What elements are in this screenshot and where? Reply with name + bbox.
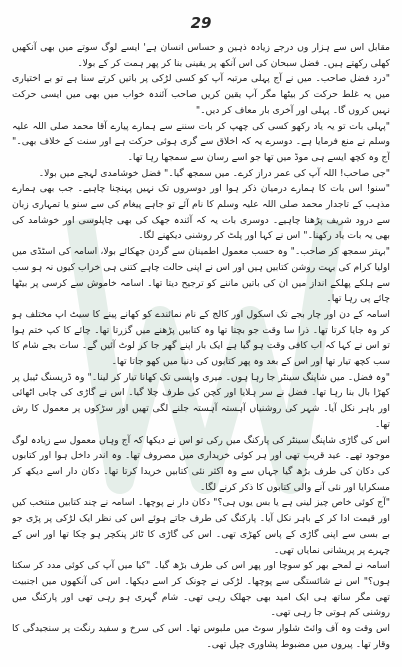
paragraph: اس وقت وہ آف وائٹ شلوار سوٹ میں ملبوس تھا۔ اس کی سرخ و سفید رنگت پر سنجیدگی کا وقار تھا۔ پیروں میں مضبوط پشاوری چپل تھی۔ bbox=[12, 623, 390, 650]
paragraph: اس کی گاڑی شاپنگ سینٹر کی پارکنگ میں رکی تو اس نے دیکھا کہ آج وہاں معمول سے زیادہ لوگ موجود تھے۔ عید قریب تھی اور ہر کوئی خریداری میں مصروف تھا۔ وہ اندر داخل ہوا اور کتابوں کی دکان کی طرف بڑھ گیا جہاں سے وہ اکثر نئی کتابیں خریدا کرتا تھا۔ دکان دار اسے دیکھ کر مسکرایا اور نئی آنے والی کتابوں کا ذکر کرنے لگا۔ bbox=[12, 434, 390, 493]
page-number: 29 bbox=[190, 14, 212, 32]
paragraph: اسامہ نے لمحے بھر کو سوچا اور پھر اس کی طرف بڑھ گیا۔ "کیا میں آپ کی کوئی مدد کر سکتا ہوں؟" اس نے شائستگی سے پوچھا۔ لڑکی نے چونک کر اسے دیکھا۔ اس کی آنکھوں میں اجنبیت تھی مگر ساتھ ہی ایک امید بھی جھلک رہی تھی۔ شام گہری ہو رہی تھی اور پارکنگ میں روشنی کم ہوتی جا رہی تھی۔ bbox=[12, 560, 390, 619]
paragraph: مقابل اس سے ہزار وں درجے زیادہ ذہین و حساس انسان ہے' ایسے لوگ سوتے میں بھی آنکھیں کھلی رکھتے ہیں۔ فضل سبحان کی اس آنکھ پر یقینی بنا کر پھر ہمت کر کے بولا۔ bbox=[12, 42, 390, 69]
paragraph: "بہتر سمجھ کر صاحب۔" وہ حسب معمول اطمینان سے گردن جھکائے بولا، اسامہ کی اسٹڈی میں اولیا کرام کی بہت روشن کتابیں ہیں اور اس نے اپنی حالت چاہے کتنی ہی خراب کیوں نہ ہو سب سے ہلکے پھلکے انداز میں ان کی باتیں ماننے کو ترجیح دیتا تھا۔ اسامہ خاموش سے کرسی پر بیٹھا چائے پی رہا تھا۔ bbox=[12, 246, 390, 305]
page-text bbox=[12, 40, 390, 660]
paragraph: اسامہ کے دن اور چار بجے تک اسکول اور کالج کے نام نمائندے کو کھانے پینے کا سیٹ اپ مختلف ہو کر وہ جایا کرتا تھا۔ ذرا سا وقت جو بچتا تھا وہ کتابیں پڑھنے میں گزرتا تھا۔ چائے کا کپ ختم ہوا تو اس نے کہا کہ اب کافی وقت ہو گیا ہے ایک بار اپنے گھر جا کر لوٹ آئیں گے۔ سات بجے شام کا سب کچھ تیار تھا اور اس کے بعد وہ پھر کتابوں کی دنیا میں کھو جاتا تھا۔ bbox=[12, 308, 390, 368]
paragraph: "پہلی بات تو یہ یاد رکھو کسی کی چھپ کر بات سننے سے ہمارے پیارے آقا محمد صلی اللہ علیہ وسلم نے منع فرمایا ہے۔ دوسرے یہ کہ اخلاق سے گری ہوئی حرکت ہے اور سنت کے خلاف بھی۔" آج وہ کچھ ایسے ہی موڈ میں تھا جو اسے رسان سے سمجھا رہا تھا۔ bbox=[12, 120, 390, 163]
paragraph: "وہ فضل۔ میں شاپنگ سینٹر جا رہا ہوں۔ میری واپسی تک کھانا تیار کر لینا۔" وہ ڈریسنگ ٹیبل پر کھڑا بال بنا رہا تھا۔ فضل نے سر ہلایا اور کچن کی طرف چلا گیا۔ اس نے گاڑی کی چابی اٹھائی اور باہر نکل آیا۔ شہر کی روشنیاں آہستہ آہستہ جلنے لگی تھیں اور سڑکوں پر معمول کا رش تھا۔ bbox=[12, 371, 390, 430]
paragraph: "جی صاحب! اللہ آپ کی عمر دراز کرے۔ میں سمجھ گیا۔" فضل خوشامدی لہجے میں بولا۔ bbox=[38, 167, 390, 179]
paragraph: "سنو! اس بات کا ہمارے درمیان ذکر ہوا اور دوسروں تک نہیں پہنچنا چاہیے۔ جب بھی ہمارے مذہب کے تاجدار محمد صلی اللہ علیہ وسلم کا نام آئے تو جاہے پیغام کی سے سنو یا تمہاری زبان سے درود شریف پڑھنا چاہیے۔ دوسری بات یہ کہ آئندہ جھک کی بھی چاپلوسی اور خوشامد کی بھی یہ بات یاد رکھنا۔" اس نے کہا اور پلٹ کر روشنی دیکھنے لگا۔ bbox=[12, 183, 390, 242]
paragraph: "آج کوئی خاص چیز لینی ہے یا بس یوں ہی؟" دکان دار نے پوچھا۔ اسامہ نے چند کتابیں منتخب کیں اور قیمت ادا کر کے باہر نکل آیا۔ پارکنگ کی طرف جاتے ہوئے اس کی نظر ایک لڑکی پر پڑی جو بے بسی سے اپنی گاڑی کے پاس کھڑی تھی۔ اس کی گاڑی کا ٹائر پنکچر ہو چکا تھا اور اس کے چہرے پر پریشانی نمایاں تھی۔ bbox=[12, 497, 390, 556]
paragraph: "درد فضل صاحب۔ میں نے آج پہلی مرتبہ آپ کو کسی لڑکی پر باتیں کرتے سنا ہے تو بے اختیاری میں یہ غلط حرکت کر بیٹھا مگر آپ یقین کریں صاحب آئندہ خواب میں بھی میں ایسی حرکت نہیں کروں گا۔ پہلی اور آخری بار معاف کر دیں۔" bbox=[12, 73, 390, 116]
